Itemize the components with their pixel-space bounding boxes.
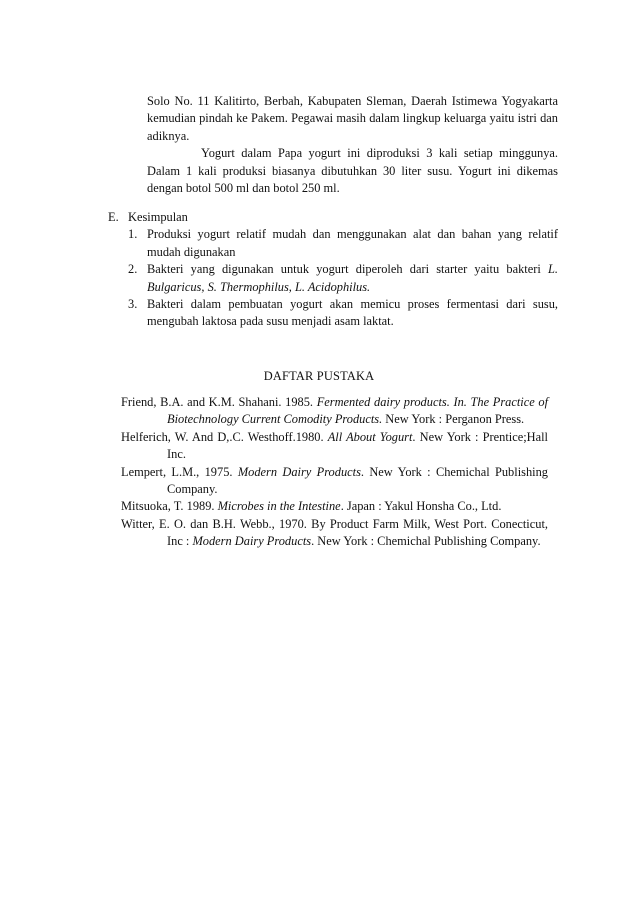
reference-author: Mitsuoka, T. 1989. — [121, 499, 218, 514]
reference-work-title: All About Yogurt — [327, 429, 413, 444]
references-list — [121, 394, 548, 551]
section-title: Kesimpulan — [128, 210, 188, 224]
reference-work-title: Modern Dairy Products — [192, 534, 312, 549]
reference-publisher: . New York : Chemichal Publishing Company. — [167, 464, 548, 497]
list-item-number: 2. — [128, 262, 138, 277]
reference-author: Lempert, L.M., 1975. — [121, 464, 238, 479]
list-item-text: Bakteri dalam pembuatan yogurt akan memicu proses fermentasi dari susu, mengubah laktosa pada susu menjadi asam laktat. — [147, 297, 558, 329]
section-label: E. — [108, 210, 119, 224]
intro-paragraph-2: Yogurt dalam Papa yogurt ini diproduksi 3 kali setiap minggunya. Dalam 1 kali produksi biasanya dibutuhkan 30 liter susu. Yogurt ini dikemas dengan botol 500 ml dan botol 250 ml. — [147, 146, 558, 196]
reference-entry — [121, 464, 548, 499]
list-item-number: 1. — [128, 227, 138, 242]
list-item — [108, 261, 558, 296]
list-item-italic: L. Bulgaricus, S. Thermophilus, L. Acidophilus. — [147, 262, 558, 294]
conclusion-section — [108, 209, 558, 331]
reference-publisher: New York : Perganon Press. — [382, 412, 525, 427]
references-title: DAFTAR PUSTAKA — [263, 369, 375, 383]
reference-author: Friend, B.A. and K.M. Shahani. 1985. — [121, 395, 317, 409]
intro-paragraph-1: Solo No. 11 Kalitirto, Berbah, Kabupaten Sleman, Daerah Istimewa Yogyakarta kemudian pindah ke Pakem. Pegawai masih dalam lingkup keluarga yaitu istri dan adiknya. — [147, 94, 558, 143]
list-item-text: Bakteri yang digunakan untuk yogurt diperoleh dari starter yaitu bakteri — [147, 262, 548, 277]
reference-publisher: . Japan : Yakul Honsha Co., Ltd. — [340, 499, 502, 514]
reference-author: Witter, E. O. dan B.H. Webb., 1970. By Product Farm Milk, West Port. Conecticut, Inc : — [121, 516, 548, 549]
conclusion-list — [108, 226, 558, 330]
reference-entry — [121, 516, 548, 551]
reference-author: Helferich, W. And D,.C. Westhoff.1980. — [121, 429, 328, 444]
list-item-number: 3. — [128, 297, 138, 312]
intro-section — [147, 93, 558, 197]
reference-work-title: Modern Dairy Products — [237, 464, 361, 479]
reference-entry — [121, 394, 548, 429]
list-item — [108, 296, 558, 331]
reference-entry — [121, 429, 548, 464]
list-item-text: Produksi yogurt relatif mudah dan menggunakan alat dan bahan yang relatif mudah digunakan — [147, 227, 558, 259]
reference-work-title: Microbes in the Intestine — [217, 499, 341, 514]
reference-work-title: Fermented dairy products. In. The Practice of Biotechnology Current Comodity Products. — [167, 395, 549, 427]
list-item — [108, 226, 558, 261]
reference-entry — [121, 498, 548, 515]
reference-publisher: . New York : Chemichal Publishing Company. — [311, 534, 541, 549]
reference-publisher: . New York : Prentice;Hall Inc. — [167, 429, 548, 462]
